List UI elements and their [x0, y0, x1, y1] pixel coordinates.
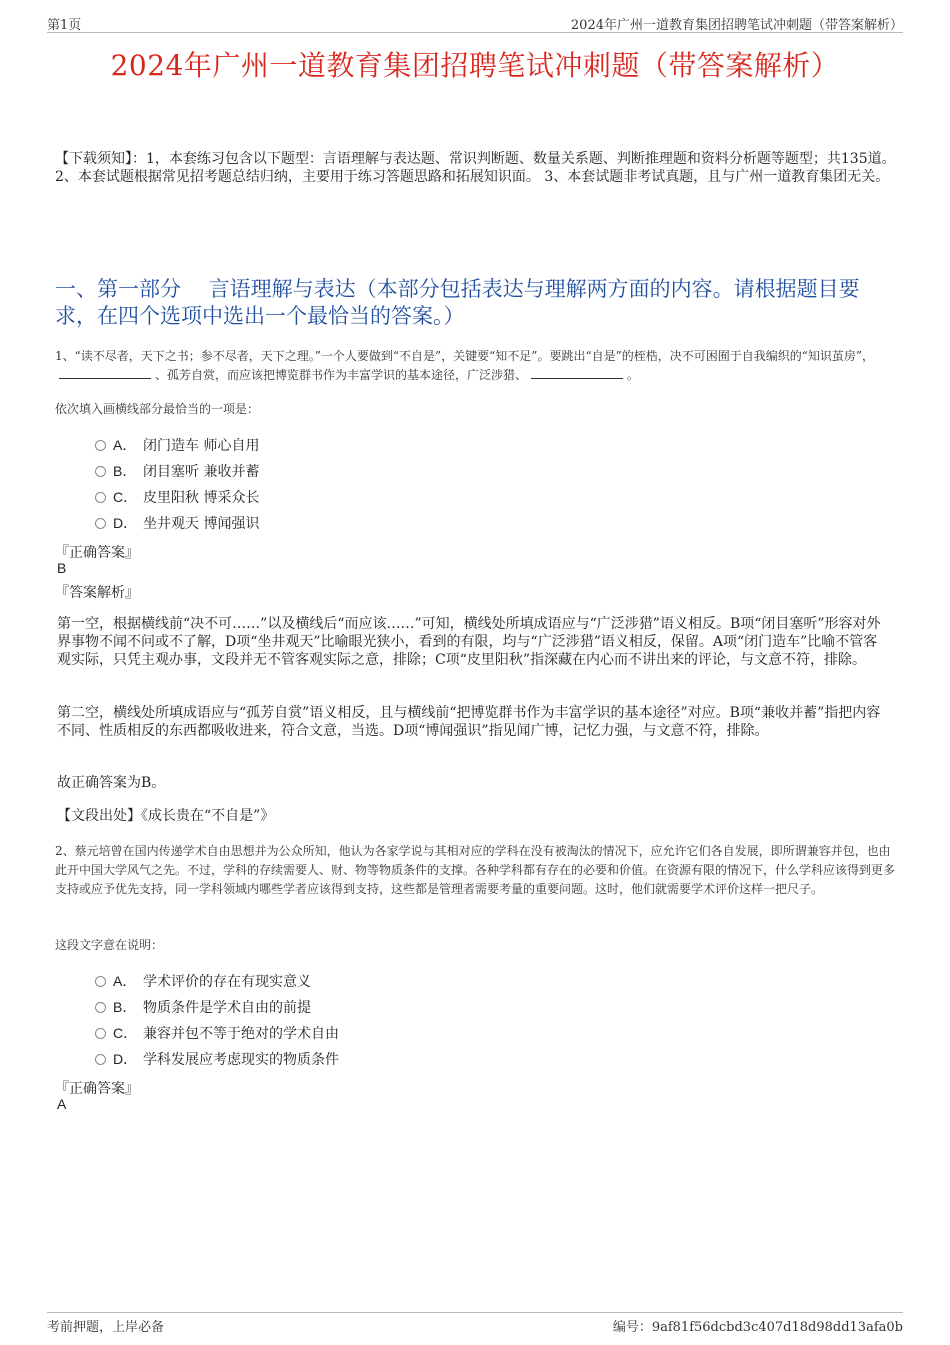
answer-1: B [57, 560, 67, 576]
page-header [47, 14, 903, 33]
radio-icon[interactable] [95, 1054, 106, 1065]
radio-icon[interactable] [95, 518, 106, 529]
fill-blank-2 [531, 366, 623, 379]
question-1-stem: 1、“读不尽者，天下之书；参不尽者，天下之理。”一个人要做到“不自是”，关键要“知不足”。要跳出“自是”的桎梏，决不可困囿于自我编织的“知识茧房”，、孤芳自赏，而应该把博览群书作为丰富学识的基本途径，广泛涉猎、 。 [55, 349, 874, 382]
section-heading: 一、第一部分 言语理解与表达（本部分包括表达与理解两方面的内容。请根据题目要求，在四个选项中选出一个最恰当的答案。） [55, 277, 860, 328]
answer-2: A [57, 1096, 67, 1112]
page-number: 第1页 [47, 18, 82, 33]
radio-icon[interactable] [95, 1028, 106, 1039]
option-d[interactable]: D． 坐井观天 博闻强识 [95, 510, 259, 536]
question-1-prompt: 依次填入画横线部分最恰当的一项是： [55, 402, 260, 416]
radio-icon[interactable] [95, 440, 106, 451]
option-c[interactable]: C． 兼容并包不等于绝对的学术自由 [95, 1020, 339, 1046]
page-footer [47, 1312, 903, 1334]
radio-icon[interactable] [95, 492, 106, 503]
question-2-prompt: 这段文字意在说明： [55, 938, 164, 952]
header-doc-title: 2024年广州一道教育集团招聘笔试冲刺题（带答案解析） [570, 18, 903, 33]
option-c[interactable]: C． 皮里阳秋 博采众长 [95, 484, 259, 510]
analysis-tag-1: 『答案解析』 [55, 585, 139, 601]
option-b[interactable]: B． 闭目塞听 兼收并蓄 [95, 458, 259, 484]
radio-icon[interactable] [95, 976, 106, 987]
answer-tag-2: 『正确答案』 [55, 1081, 139, 1097]
option-b[interactable]: B． 物质条件是学术自由的前提 [95, 994, 339, 1020]
question-1-options [95, 432, 259, 536]
download-notice: 【下载须知】：1，本套练习包含以下题型：言语理解与表达题、常识判断题、数量关系题、判断推理题和资料分析题等题型；共135道。 2、本套试题根据常见招考题总结归纳，主要用于练习答题思路和拓展知识面。 3、本套试题非考试真题，且与广州一道教育集团无关。 [55, 151, 896, 185]
document-id: 编号：9af81f56dcbd3c407d18d98dd13afa0b [612, 1320, 903, 1335]
analysis-conclusion: 故正确答案为B。 [57, 775, 166, 791]
question-2-stem: 2、蔡元培曾在国内传递学术自由思想并为公众所知，他认为各家学说与其相对应的学科在没有被淘汰的情况下，应允许它们各自发展，即所谓兼容并包，也由此开中国大学风气之先。不过，学科的存续需要人、财、物等物质条件的支撑。各种学科都有存在的必要和价值。在资源有限的情况下，什么学科应该得到更多支持或应予优先支持，同一学科领域内哪些学者应该得到支持，这些都是管理者需要考量的重要问题。这时，他们就需要学术评价这样一把尺子。 [55, 844, 896, 896]
option-a[interactable]: A． 闭门造车 师心自用 [95, 432, 259, 458]
fill-blank-1 [59, 366, 151, 379]
option-a[interactable]: A． 学术评价的存在有现实意义 [95, 968, 339, 994]
option-d[interactable]: D． 学科发展应考虑现实的物质条件 [95, 1046, 339, 1072]
radio-icon[interactable] [95, 466, 106, 477]
footer-slogan: 考前押题，上岸必备 [47, 1320, 165, 1335]
radio-icon[interactable] [95, 1002, 106, 1013]
analysis-paragraph-2: 第二空，横线处所填成语应与“孤芳自赏”语义相反，且与横线前“把博览群书作为丰富学识的基本途径”对应。B项“兼收并蓄”指把内容不同、性质相反的东西都吸收进来，符合文意，当选。D项“博闻强识”指见闻广博，记忆力强，与文意不符，排除。 [57, 705, 881, 739]
answer-tag-1: 『正确答案』 [55, 545, 139, 561]
text-source: 【文段出处】《成长贵在“不自是”》 [57, 808, 275, 824]
analysis-paragraph-1: 第一空，根据横线前“决不可……”以及横线后“而应该……”可知，横线处所填成语应与“广泛涉猎”语义相反。B项“闭目塞听”形容对外界事物不闻不问或不了解，D项“坐井观天”比喻眼光狭小，看到的有限，均与“广泛涉猎”语义相反，保留。A项“闭门造车”比喻不管客观实际，只凭主观办事，文段并无不管客观实际之意，排除；C项“皮里阳秋”指深藏在内心而不讲出来的评论，与文意不符，排除。 [57, 616, 881, 668]
document-title: 2024年广州一道教育集团招聘笔试冲刺题（带答案解析） [110, 49, 840, 82]
question-2-options [95, 968, 339, 1072]
